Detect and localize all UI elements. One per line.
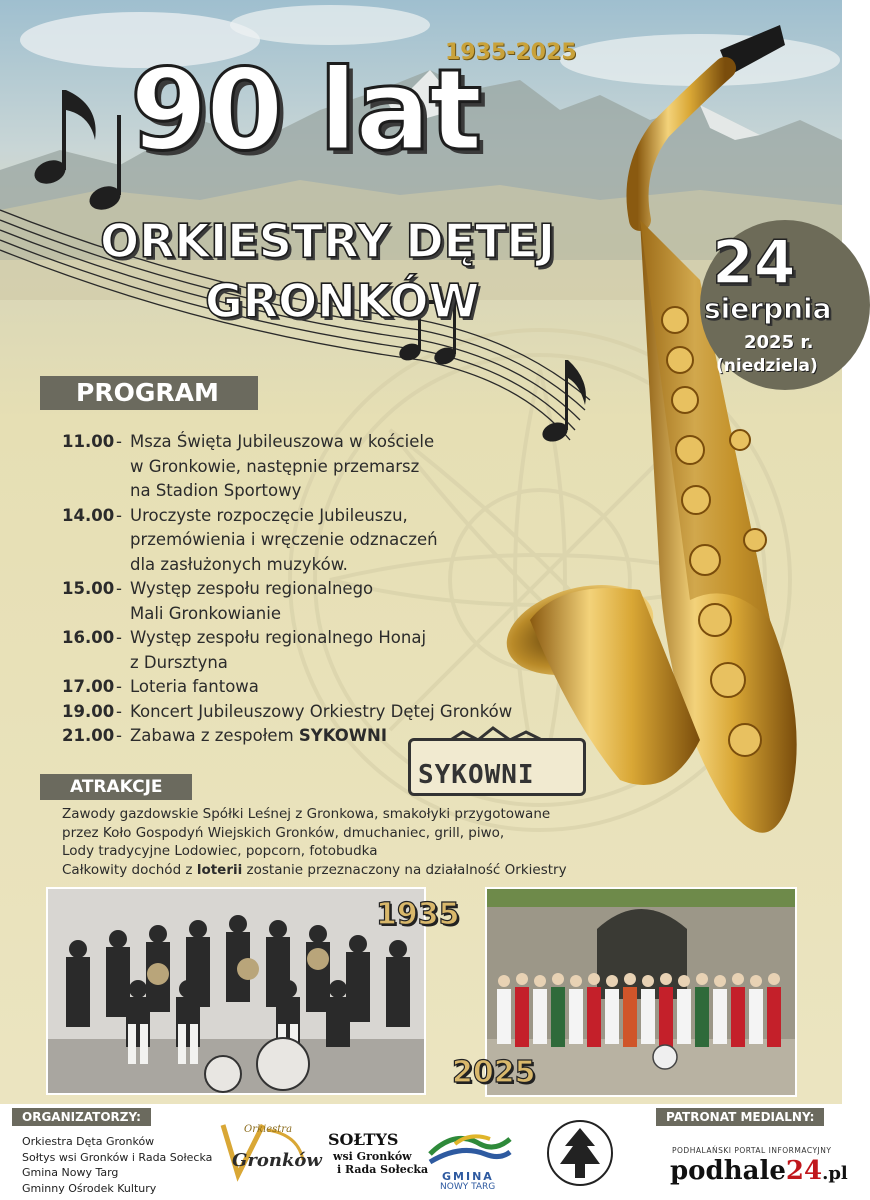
attractions-line: Lody tradycyjne Lodowiec, popcorn, fotobudka — [62, 843, 378, 859]
event-year: 2025 r. — [744, 332, 814, 353]
program-event: Msza Święta Jubileuszowa w kościele w Gronkowie, następnie przemarsz na Stadion Sportowy — [130, 432, 435, 500]
soltys-logo-title: SOŁTYS — [328, 1130, 399, 1149]
subtitle-line2: GRONKÓW — [205, 274, 480, 328]
main-title: 90 lat — [130, 46, 481, 176]
program-item: 15.00 - Występ zespołu regionalnego Mali Gronkowianie — [62, 577, 542, 626]
soltys-logo-line2: wsi Gronków — [333, 1150, 412, 1163]
program-event-band: SYKOWNI — [298, 726, 387, 745]
soltys-logo-line3: i Rada Sołecka — [337, 1163, 429, 1176]
program-heading: PROGRAM — [40, 376, 258, 410]
program-item: 21.00 - Zabawa z zespołem SYKOWNI — [62, 724, 542, 749]
attractions-line4-prefix: Całkowity dochód z — [62, 861, 197, 878]
program-time: 17.00 — [62, 677, 115, 696]
orchestra-logo-small: Orkiestra — [244, 1124, 293, 1135]
attractions-line — [62, 861, 582, 880]
podhale-logo-domain: .pl — [822, 1163, 848, 1184]
organizer-item: Sołtys wsi Gronków i Rada Sołecka — [22, 1150, 213, 1164]
attractions-line: Zawody gazdowskie Spółki Leśnej z Gronkowa, smakołyki przygotowane — [62, 806, 551, 822]
attractions-text — [62, 805, 582, 879]
organizer-item: Orkiestra Dęta Gronków — [22, 1135, 155, 1148]
band-logo: SYKOWNI — [418, 760, 535, 790]
program-event: Występ zespołu regionalnego Mali Gronkowianie — [130, 579, 374, 623]
program-item: 19.00 - Koncert Jubileuszowy Orkiestry Dętej Gronków — [62, 700, 542, 725]
program-time: 15.00 — [62, 579, 115, 598]
media-patron-heading: PATRONAT MEDIALNY: — [656, 1108, 824, 1126]
podhale-logo-number: 24 — [785, 1156, 823, 1186]
photo-label-1935: 1935 — [376, 897, 460, 932]
podhale24-logo — [670, 1156, 848, 1186]
program-time: 14.00 — [62, 505, 115, 525]
gmina-logo-title: GMINA — [442, 1170, 494, 1183]
gmina-logo-icon — [425, 1124, 515, 1169]
event-day: 24 — [712, 228, 796, 298]
attractions-heading: ATRAKCJE — [40, 774, 192, 800]
organizers-list — [22, 1134, 212, 1196]
culture-centre-emblem-icon — [545, 1116, 615, 1190]
program-item: 16.00 - Występ zespołu regionalnego Honaj z Dursztyna — [62, 626, 542, 675]
podhale-tagline: PODHALAŃSKI PORTAL INFORMACYJNY — [672, 1146, 832, 1155]
organizer-item: Gmina Nowy Targ — [22, 1166, 119, 1179]
program-item: 17.00 - Loteria fantowa — [62, 675, 542, 700]
event-month: sierpnia — [704, 292, 832, 325]
program-list — [62, 430, 542, 749]
program-item: 11.00 - Msza Święta Jubileuszowa w kościele w Gronkowie, następnie przemarsz na Stadion Sportowy — [62, 430, 542, 504]
photo-1935-band — [46, 887, 426, 1095]
attractions-line: przez Koło Gospodyń Wiejskich Gronków, dmuchaniec, grill, piwo, — [62, 824, 505, 841]
attractions-line4-suffix: zostanie przeznaczony na działalność Orkiestry — [242, 861, 567, 878]
organizers-heading: ORGANIZATORZY: — [12, 1108, 151, 1126]
program-event: Uroczyste rozpoczęcie Jubileuszu, przemówienia i wręczenie odznaczeń dla zasłużonych muzyków. — [130, 505, 438, 574]
event-weekday: (niedziela) — [716, 356, 818, 376]
program-time: 19.00 — [62, 701, 115, 721]
program-item: 14.00 - Uroczyste rozpoczęcie Jubileuszu, przemówienia i wręczenie odznaczeń dla zasłużonych muzyków. — [62, 504, 542, 578]
program-time: 16.00 — [62, 628, 115, 647]
photo-label-2025: 2025 — [452, 1055, 536, 1090]
program-event: Loteria fantowa — [130, 677, 259, 696]
program-time: 11.00 — [62, 432, 115, 451]
orchestra-logo-name: Gronków — [232, 1150, 322, 1171]
organizer-item: Gminny Ośrodek Kultury — [22, 1181, 157, 1195]
podhale-logo-text: podhale — [670, 1156, 786, 1186]
program-event: Koncert Jubileuszowy Orkiestry Dętej Gronków — [130, 701, 513, 721]
program-time: 21.00 — [62, 726, 115, 745]
attractions-line4-bold: loterii — [196, 861, 243, 878]
program-event: Występ zespołu regionalnego Honaj z Dursztyna — [130, 628, 427, 672]
gmina-logo-subtitle: NOWY TARG — [440, 1182, 496, 1192]
subtitle-line1: ORKIESTRY DĘTEJ — [100, 214, 555, 268]
program-event-prefix: Zabawa z zespołem — [130, 726, 299, 745]
anniversary-years: 1935-2025 — [445, 40, 577, 65]
